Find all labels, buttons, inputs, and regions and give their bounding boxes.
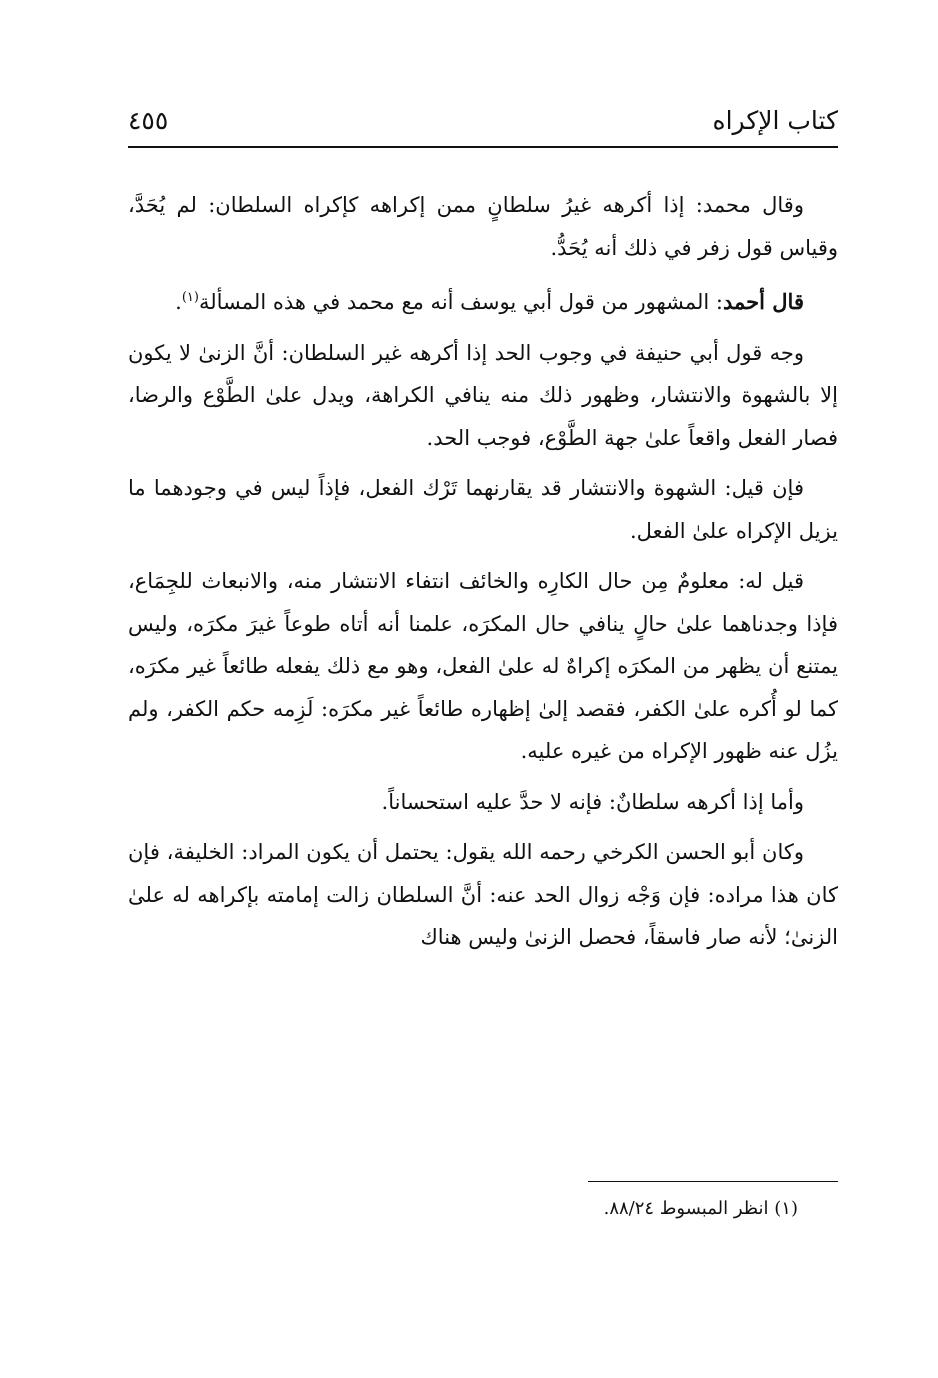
paragraph-6: وأما إذا أكرهه سلطانٌ: فإنه لا حدَّ عليه استحساناً. — [381, 789, 804, 814]
paragraph-3: وجه قول أبي حنيفة في وجوب الحد إذا أكرهه غير السلطان: أنَّ الزنىٰ لا يكون إلا بالشهوة والانتشار، وظهور ذلك منه ينافي الكراهة، ويدل علىٰ الطَّوْع والرضا، فصار الفعل واقعاً علىٰ جهة الطَّوْع، فوجب الحد. — [128, 340, 838, 450]
paragraph-5: قيل له: معلومٌ مِن حال الكارِه والخائف انتفاء الانتشار منه، والانبعاث للجِمَاع، فإذا وجدناهما علىٰ حالٍ ينافي حال المكرَه، علمنا أنه أتاه طوعاً غيرَ مكرَه، وليس يمتنع أن يظهر من المكرَه إكراهٌ له علىٰ الفعل، وهو مع ذلك يفعله طائعاً غير مكرَه، كما لو أُكره علىٰ الكفر، فقصد إلىٰ إظهاره طائعاً غير مكرَه: لَزِمه حكم الكفر، ولم يزُل عنه ظهور الإكراه من غيره عليه. — [128, 569, 838, 763]
paragraph-2-end: . — [175, 290, 182, 314]
main-text — [128, 184, 838, 967]
paragraph-2-text: : المشهور من قول أبي يوسف أنه مع محمد في هذه المسألة — [198, 290, 723, 314]
page-number: ٤٥٥ — [128, 106, 169, 135]
footnote: (١) انظر المبسوط ٨٨/٢٤. — [603, 1198, 798, 1219]
footnote-separator — [588, 1181, 838, 1182]
running-header — [128, 106, 838, 148]
paragraph-2 — [128, 277, 838, 324]
paragraph-1: وقال محمد: إذا أكرهه غيرُ سلطانٍ ممن إكراهه كإكراه السلطان: لم يُحَدَّ، وقياس قول زفر في ذلك أنه يُحَدُّ. — [128, 193, 838, 260]
footnote-ref: (١) — [181, 290, 199, 305]
paragraph-7: وكان أبو الحسن الكرخي رحمه الله يقول: يحتمل أن يكون المراد: الخليفة، فإن كان هذا مراده: فإن وَجْه زوال الحد عنه: أنَّ السلطان زالت إمامته بإكراهه له علىٰ الزنىٰ؛ لأنه صار فاسقاً، فحصل الزنىٰ وليس هناك — [128, 840, 838, 949]
paragraph-4: فإن قيل: الشهوة والانتشار قد يقارنهما تَرْك الفعل، فإذاً ليس في وجودهما ما يزيل الإكراه علىٰ الفعل. — [128, 476, 838, 543]
speaker-label: قال أحمد — [723, 289, 804, 314]
chapter-title: كتاب الإكراه — [712, 106, 838, 135]
